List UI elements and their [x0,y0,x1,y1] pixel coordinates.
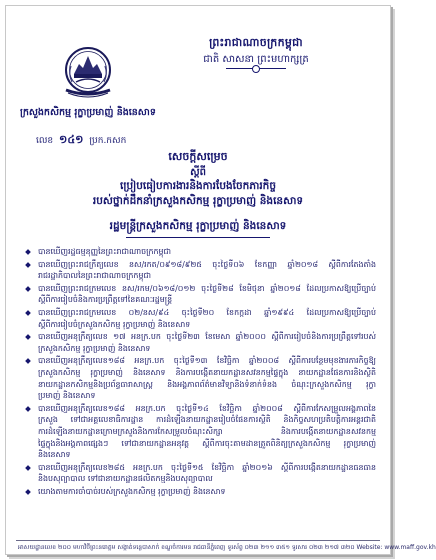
minister-divider [126,237,270,238]
bullet-icon [25,310,31,316]
consideration-line: បានឃើញព្រះរាជក្រមលេខ ០២/នស/៩៤ ចុះថ្ងៃទី២០ ខែកក្កដា ឆ្នាំ១៩៩៤ ដែលប្រកាសឱ្យប្រើច្បាប់ [38,307,376,317]
consideration-line: ការដំឡើងនាយកដ្ឋានក្រោមក្រសួងនិងការកែសម្រួលចំណុះសិក្សា និងការបង្កើតនាយកដ្ឋានសវនកម្ម [38,426,376,436]
consideration-line: រាជរដ្ឋាភិបាលនៃព្រះរាជាណាចក្រកម្ពុជា [38,271,151,281]
consideration-line: បានឃើញអនុក្រឹត្យលេខ២៨៥ អនក្រ.បក ចុះថ្ងៃទី១៥ ខែវិច្ឆិកា ឆ្នាំ២០១៦ ស្តីពីការបង្កើតនាយកដ្ឋានធនធាន [38,462,376,472]
bullet-icon [25,334,31,340]
bullet-icon [25,359,31,365]
bullet-icon [25,286,31,292]
bullet-icon [25,465,31,471]
consideration-line: បានឃើញព្រះរាជក្រឹត្យលេខ នស/រកត/០៩១៨/៩២៥ ចុះថ្ងៃទី០៦ ខែកញ្ញា ឆ្នាំ២០១៨ ស្តីពីការតែងតាំង [38,259,376,269]
consideration-line: ស្តីពីការរៀបចំនិងការប្រព្រឹត្តទៅនៃគណៈរដ្ឋមន្ត្រី [38,295,173,305]
consideration-line: បានឃើញអនុក្រឹត្យលេខ១៨៨ អនក្រ.បក ចុះថ្ងៃទី១៣ ខែវិច្ឆិកា ឆ្នាំ២០០៨ ស្តីពីការបន្ថែមមុខងារភារកិច្ចឱ្យ [38,356,376,366]
consideration-line: យោងតាមការចាំបាច់របស់ក្រសួងកសិកម្ម រុក្ខាប្រមាញ់ និងនេសាទ [38,486,226,496]
consideration-item [24,486,376,498]
consideration-item [24,355,376,401]
consideration-line: ស្តីពីការរៀបចំក្រសួងកសិកម្ម រុក្ខាប្រមាញ់ និងនេសាទ [38,319,191,329]
consideration-line: និងបសុព្យាបាល ទៅជានាយកដ្ឋានផលិតកម្មនិងបសុព្យាបាល [38,474,213,484]
consideration-line: ក្រសួងកសិកម្ម រុក្ខាប្រមាញ់ និងនេសាទ និងការបង្កើតនាយកដ្ឋានសវនកម្មផ្ទៃក្នុង នាយកដ្ឋានផែនការនិងស្ថិតិ [38,367,376,377]
consideration-line: បានឃើញអនុក្រឹត្យលេខ១៨៨ អនក្រ.បក ចុះថ្ងៃទី១៤ ខែវិច្ឆិកា ឆ្នាំ២០០៨ ស្តីពីការកែសម្រួលអង្គភាពនៃ [38,403,376,413]
bullet-icon [25,406,31,412]
consideration-item [24,246,376,258]
consideration-line: ផ្ទៃក្នុងនិងអង្គភាពផ្សេងៗ ទៅជានាយកដ្ឋានអនុវត្ត ស្តីពីការចុះតាមដានត្រួតពិនិត្យក្រសួងកសិកម្ម រុក្ខាប្រមាញ់ [38,438,376,448]
footer-address: អាសយដ្ឋានលេខ ២០០ មហាវិថីព្រះនរោត្តម សង្កាត់ទន្លេបាសាក់ ខណ្ឌចំការមន រាជធានីភ្នំពេញ ទូរស័ព្ទ ០២៣ ២១១ ៣៥១ ទូរសារ ០២៣ ២១៧ ៣២០ Website: www.maff.gov.kh [18,544,436,551]
title-line-2: របស់ថ្នាក់ដឹកនាំក្រសួងកសិកម្ម រុក្ខាប្រមាញ់ និងនេសាទ [92,195,304,207]
ref-suffix: ប្រក.កសក [89,136,127,146]
considerations-list [24,246,376,498]
consideration-item [24,403,376,461]
consideration-item [24,331,376,354]
minister-heading: រដ្ឋមន្ត្រីក្រសួងកសិកម្ម រុក្ខាប្រមាញ់ និងនេសាទ [109,220,287,232]
title-line-1: ប្រៀបធៀបការងារនិងការបែងចែកភារកិច្ច [119,180,276,192]
footer-divider [16,540,380,541]
bullet-icon [25,262,31,268]
consideration-line: ប្រមាញ់ និងនេសាទ [38,391,96,401]
ref-number: ១៤១ [59,133,84,146]
reference-number [36,133,126,149]
title-on: ស្តីពី [190,167,206,178]
ref-prefix: លេខ [36,136,54,146]
consideration-line: ក្រសួង ទៅជាអគ្គលេខាធិការដ្ឋាន ការដំឡើងនាយកដ្ឋានរៀបចំផែនការស្ថិតិ និងកិច្ចសហប្រតិបត្តិការអន្តរជាតិ [38,415,376,425]
consideration-item [24,259,376,282]
motto-divider [226,68,286,69]
ministry-emblem-icon [56,44,120,102]
decision-label: សេចក្តីសម្រេច [168,150,228,163]
consideration-line: ក្រសួងកសិកម្ម រុក្ខាប្រមាញ់ និងនេសាទ [38,343,151,353]
document-page [5,5,436,555]
consideration-line: បានឃើញព្រះរាជក្រមលេខ នស/រកម/០៦១៨/០១២ ចុះថ្ងៃទី២៨ ខែមិថុនា ឆ្នាំ២០១៨ ដែលប្រកាសឱ្យប្រើច្បាប់ [38,283,376,293]
consideration-line: នាយកដ្ឋានកសិកម្មនិងប្រព័ន្ធធារាសាស្ត្រ និងអង្គភាពព័ត៌មានវិទ្យានិងទំនាក់ទំនង ចំណុះក្រសួងកសិកម្ម រុក្ខា [38,379,376,389]
kingdom-heading: ព្រះរាជាណាចក្រកម្ពុជា [209,36,303,49]
consideration-line: បានឃើញអនុក្រឹត្យលេខ ១៧ អនក្រ.បក ចុះថ្ងៃទី២៣ ខែមេសា ឆ្នាំ២០០០ ស្តីពីការរៀបចំនិងការប្រព្រឹត្តទៅរបស់ [38,332,376,342]
consideration-line: និងនេសាទ [38,450,71,460]
bullet-icon [25,249,31,255]
bullet-icon [25,489,31,495]
consideration-item [24,283,376,306]
national-motto: ជាតិ សាសនា ព្រះមហាក្សត្រ [203,54,309,65]
consideration-line: បានឃើញរដ្ឋធម្មនុញ្ញនៃព្រះរាជាណាចក្រកម្ពុជា [38,247,172,256]
consideration-item [24,307,376,330]
consideration-item [24,462,376,485]
ministry-name: ក្រសួងកសិកម្ម រុក្ខាប្រមាញ់ និងនេសាទ [20,107,156,118]
